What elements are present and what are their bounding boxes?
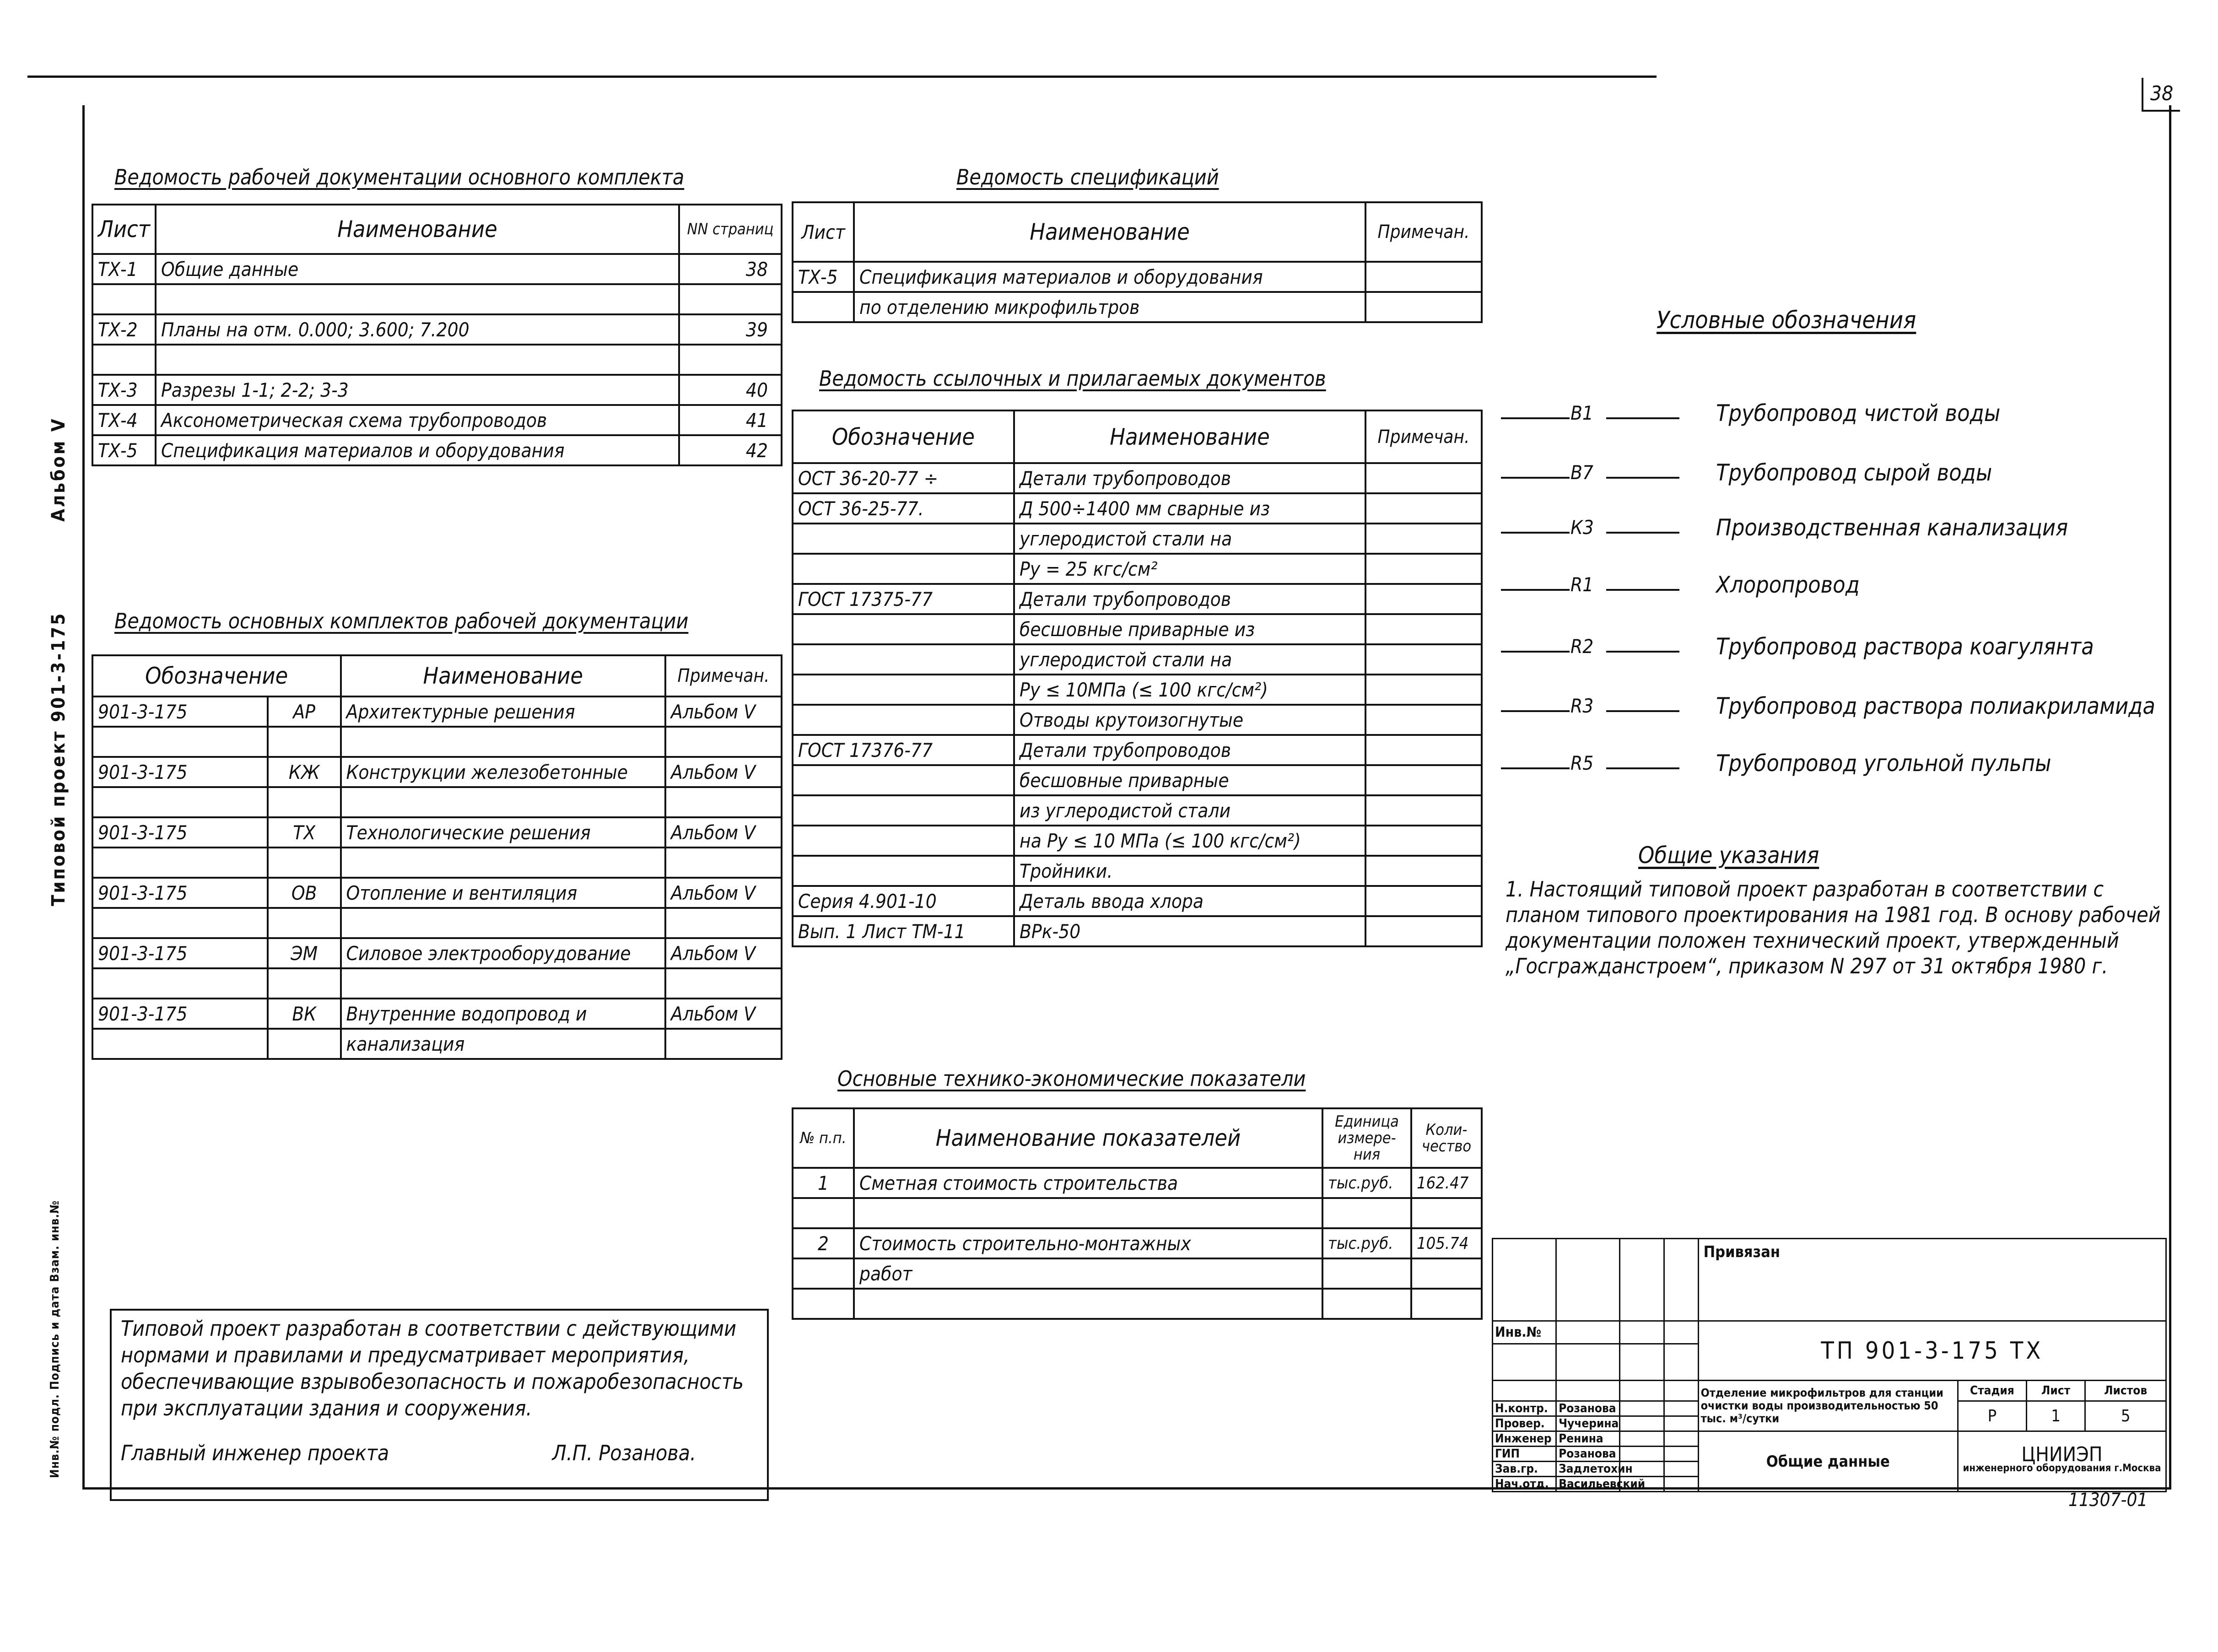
table-row: углеродистой стали на bbox=[793, 524, 1482, 554]
table-row: ТХ-5 Спецификация материалов и оборудования 42 bbox=[92, 435, 782, 465]
table-row: работ bbox=[793, 1258, 1482, 1289]
table-row: по отделению микрофильтров bbox=[793, 292, 1482, 322]
docs-sets-table bbox=[92, 654, 783, 1060]
table-row: канализация bbox=[92, 1029, 782, 1059]
role: Зав.гр. bbox=[1493, 1462, 1556, 1477]
legend-title: Условные обозначения bbox=[1657, 307, 1916, 334]
table-row: из углеродистой стали bbox=[793, 795, 1482, 826]
table-row bbox=[92, 284, 782, 314]
frame-top-line bbox=[27, 76, 1657, 78]
docs-main-table bbox=[92, 204, 783, 466]
col-header: Стадия bbox=[1958, 1381, 2026, 1401]
col-header: Примечан. bbox=[665, 655, 782, 696]
signature-line bbox=[121, 1440, 758, 1466]
refs-title: Ведомость ссылочных и прилагаемых документов bbox=[819, 366, 1326, 391]
table-row: на Ру ≤ 10 МПа (≤ 100 кгс/см²) bbox=[793, 826, 1482, 856]
table-row: 901-3-175 КЖ Конструкции железобетонные Альбом V bbox=[92, 757, 782, 787]
table-row: ТХ-4 Аксонометрическая схема трубопроводов 41 bbox=[92, 405, 782, 435]
table-row: 901-3-175 ВК Внутренние водопровод и Альбом V bbox=[92, 999, 782, 1029]
role: Инженер bbox=[1493, 1431, 1556, 1447]
col-header: NN страниц bbox=[679, 205, 782, 254]
col-header: Наименование bbox=[156, 205, 679, 254]
object-text: Отделение микрофильтров для станции очистки воды производительностью 50 тыс. м³/сутки bbox=[1698, 1381, 1958, 1431]
col-header: Коли- чество bbox=[1411, 1108, 1482, 1168]
col-header: Наименование bbox=[341, 655, 665, 696]
role: Провер. bbox=[1493, 1416, 1556, 1431]
person: Задлетохин bbox=[1556, 1462, 1620, 1477]
org-name: ЦНИИЭП bbox=[2021, 1442, 2103, 1466]
col-header: Примечан. bbox=[1365, 202, 1482, 262]
signature-name: Л.П. Розанова. bbox=[552, 1441, 696, 1465]
signature-role: Главный инженер проекта bbox=[121, 1441, 389, 1465]
org-sub: инженерного оборудования г.Москва bbox=[1963, 1462, 2161, 1474]
table-row bbox=[793, 1198, 1482, 1228]
person: Розанова bbox=[1556, 1401, 1620, 1416]
col-header: Обозначение bbox=[92, 655, 341, 696]
spec-table bbox=[792, 201, 1483, 323]
inv-label: Инв.№ bbox=[1493, 1321, 1556, 1344]
table-row: 901-3-175 ОВ Отопление и вентиляция Альбом V bbox=[92, 878, 782, 908]
designation: ТП 901-3-175 ТХ bbox=[1698, 1321, 2166, 1381]
page-number-box: 38 bbox=[2142, 78, 2180, 112]
binding-label: Привязан bbox=[1698, 1239, 2166, 1321]
legend-item: B1 Трубопровод чистой воды bbox=[1501, 398, 2187, 430]
table-row: 901-3-175 ТХ Технологические решения Альбом V bbox=[92, 817, 782, 848]
table-row: ОСТ 36-25-77. Д 500÷1400 мм сварные из bbox=[793, 493, 1482, 524]
side-label-project: Типовой проект 901-3-175 bbox=[48, 611, 69, 906]
table-row: 2 Стоимость строительно-монтажных тыс.руб. 105.74 bbox=[793, 1228, 1482, 1258]
table-row: Вып. 1 Лист ТМ-11 ВРк-50 bbox=[793, 916, 1482, 946]
table-row bbox=[92, 345, 782, 375]
table-row: углеродистой стали на bbox=[793, 644, 1482, 675]
table-row: Тройники. bbox=[793, 856, 1482, 886]
table-row: бесшовные приварные bbox=[793, 765, 1482, 795]
table-row: 901-3-175 ЭМ Силовое электрооборудование Альбом V bbox=[92, 938, 782, 968]
docs-main-title: Ведомость рабочей документации основного комплекта bbox=[114, 165, 685, 189]
col-header: Обозначение bbox=[793, 410, 1014, 463]
role: Н.контр. bbox=[1493, 1401, 1556, 1416]
table-row: ГОСТ 17376-77 Детали трубопроводов bbox=[793, 735, 1482, 765]
note-box bbox=[110, 1309, 769, 1501]
table-row: ТХ-3 Разрезы 1-1; 2-2; 3-3 40 bbox=[92, 375, 782, 405]
table-row bbox=[793, 1289, 1482, 1319]
side-label-album: Альбом V bbox=[48, 417, 69, 522]
table-row: ОСТ 36-20-77 ÷ Детали трубопроводов bbox=[793, 463, 1482, 493]
indicators-table bbox=[792, 1107, 1483, 1320]
general-title: Общие указания bbox=[1638, 842, 1819, 869]
table-row: ТХ-1 Общие данные 38 bbox=[92, 254, 782, 284]
table-row: бесшовные приварные из bbox=[793, 614, 1482, 644]
legend-item: R1 Хлоропровод bbox=[1501, 570, 2187, 602]
table-row: ГОСТ 17375-77 Детали трубопроводов bbox=[793, 584, 1482, 614]
table-row: Отводы крутоизогнутые bbox=[793, 705, 1482, 735]
table-row: Ру ≤ 10МПа (≤ 100 кгс/см²) bbox=[793, 675, 1482, 705]
general-text: 1. Настоящий типовой проект разработан в соответствии с планом типового проектирования на 1981 год. В основу рабочей документации положен технический проект, утвержденный „Госгражданстроем“, приказом N 297 от 31 октября 1980 г. bbox=[1506, 877, 2161, 978]
col-header: Примечан. bbox=[1365, 410, 1482, 463]
spec-title: Ведомость спецификаций bbox=[956, 165, 1219, 189]
col-header: Наименование bbox=[854, 202, 1365, 262]
legend-item: R5 Трубопровод угольной пульпы bbox=[1501, 748, 2187, 780]
col-header: Лист bbox=[793, 202, 854, 262]
table-row: 1 Сметная стоимость строительства тыс.руб. 162.47 bbox=[793, 1168, 1482, 1198]
refs-table bbox=[792, 410, 1483, 947]
legend-item: К3 Производственная канализация bbox=[1501, 513, 2187, 545]
col-header: № п.п. bbox=[793, 1108, 854, 1168]
legend-item: R3 Трубопровод раствора полиакриламида bbox=[1501, 691, 2187, 723]
legend-item: R2 Трубопровод раствора коагулянта bbox=[1501, 632, 2187, 664]
person: Ренина bbox=[1556, 1431, 1620, 1447]
sheet-code: 11307-01 bbox=[2068, 1490, 2148, 1511]
col-header: Листов bbox=[2085, 1381, 2166, 1401]
role: Нач.отд. bbox=[1493, 1477, 1556, 1492]
person: Васильевский bbox=[1556, 1477, 1620, 1492]
col-header: Единица измере- ния bbox=[1322, 1108, 1411, 1168]
table-row: Серия 4.901-10 Деталь ввода хлора bbox=[793, 886, 1482, 916]
note-text: Типовой проект разработан в соответствии с действующими нормами и правилами и предусматривает мероприятия, обеспечивающие взрывобезопасность и пожаробезопасность при эксплуатации здания и сооружения. bbox=[121, 1316, 744, 1420]
person: Розанова bbox=[1556, 1447, 1620, 1462]
role: ГИП bbox=[1493, 1447, 1556, 1462]
col-header: Лист bbox=[92, 205, 156, 254]
title-block: Привязан Инв.№ ТП 901-3-175 ТХ Отделение микрофильтров для станции очистки воды производительностью 50 тыс. м³/сутки Стадия Лист Листов Н.контр. Розанова Р 1 5 Провер. Чучерина Инженер Ренина Общие данные ЦНИИЭП инженерного оборудования г.Москва ГИП Розанова Зав.гр. Задлетохин Нач.отд. Васильевский bbox=[1492, 1238, 2167, 1487]
org-block bbox=[1958, 1431, 2166, 1492]
table-row: ТХ-2 Планы на отм. 0.000; 3.600; 7.200 39 bbox=[92, 314, 782, 345]
col-header: Наименование bbox=[1014, 410, 1365, 463]
person: Чучерина bbox=[1556, 1416, 1620, 1431]
col-header: Лист bbox=[2026, 1381, 2085, 1401]
docs-sets-title: Ведомость основных комплектов рабочей документации bbox=[114, 609, 689, 633]
legend-item: B7 Трубопровод сырой воды bbox=[1501, 458, 2187, 490]
sheet-title: Общие данные bbox=[1698, 1431, 1958, 1492]
table-row: ТХ-5 Спецификация материалов и оборудования bbox=[793, 262, 1482, 292]
side-label-stamp: Инв.№ подл. Подпись и дата Взам. инв.№ bbox=[48, 1200, 62, 1478]
col-header: Наименование показателей bbox=[854, 1108, 1322, 1168]
table-row: 901-3-175 АР Архитектурные решения Альбом V bbox=[92, 696, 782, 727]
indicators-title: Основные технико-экономические показатели bbox=[837, 1066, 1306, 1091]
table-row: Ру = 25 кгс/см² bbox=[793, 554, 1482, 584]
